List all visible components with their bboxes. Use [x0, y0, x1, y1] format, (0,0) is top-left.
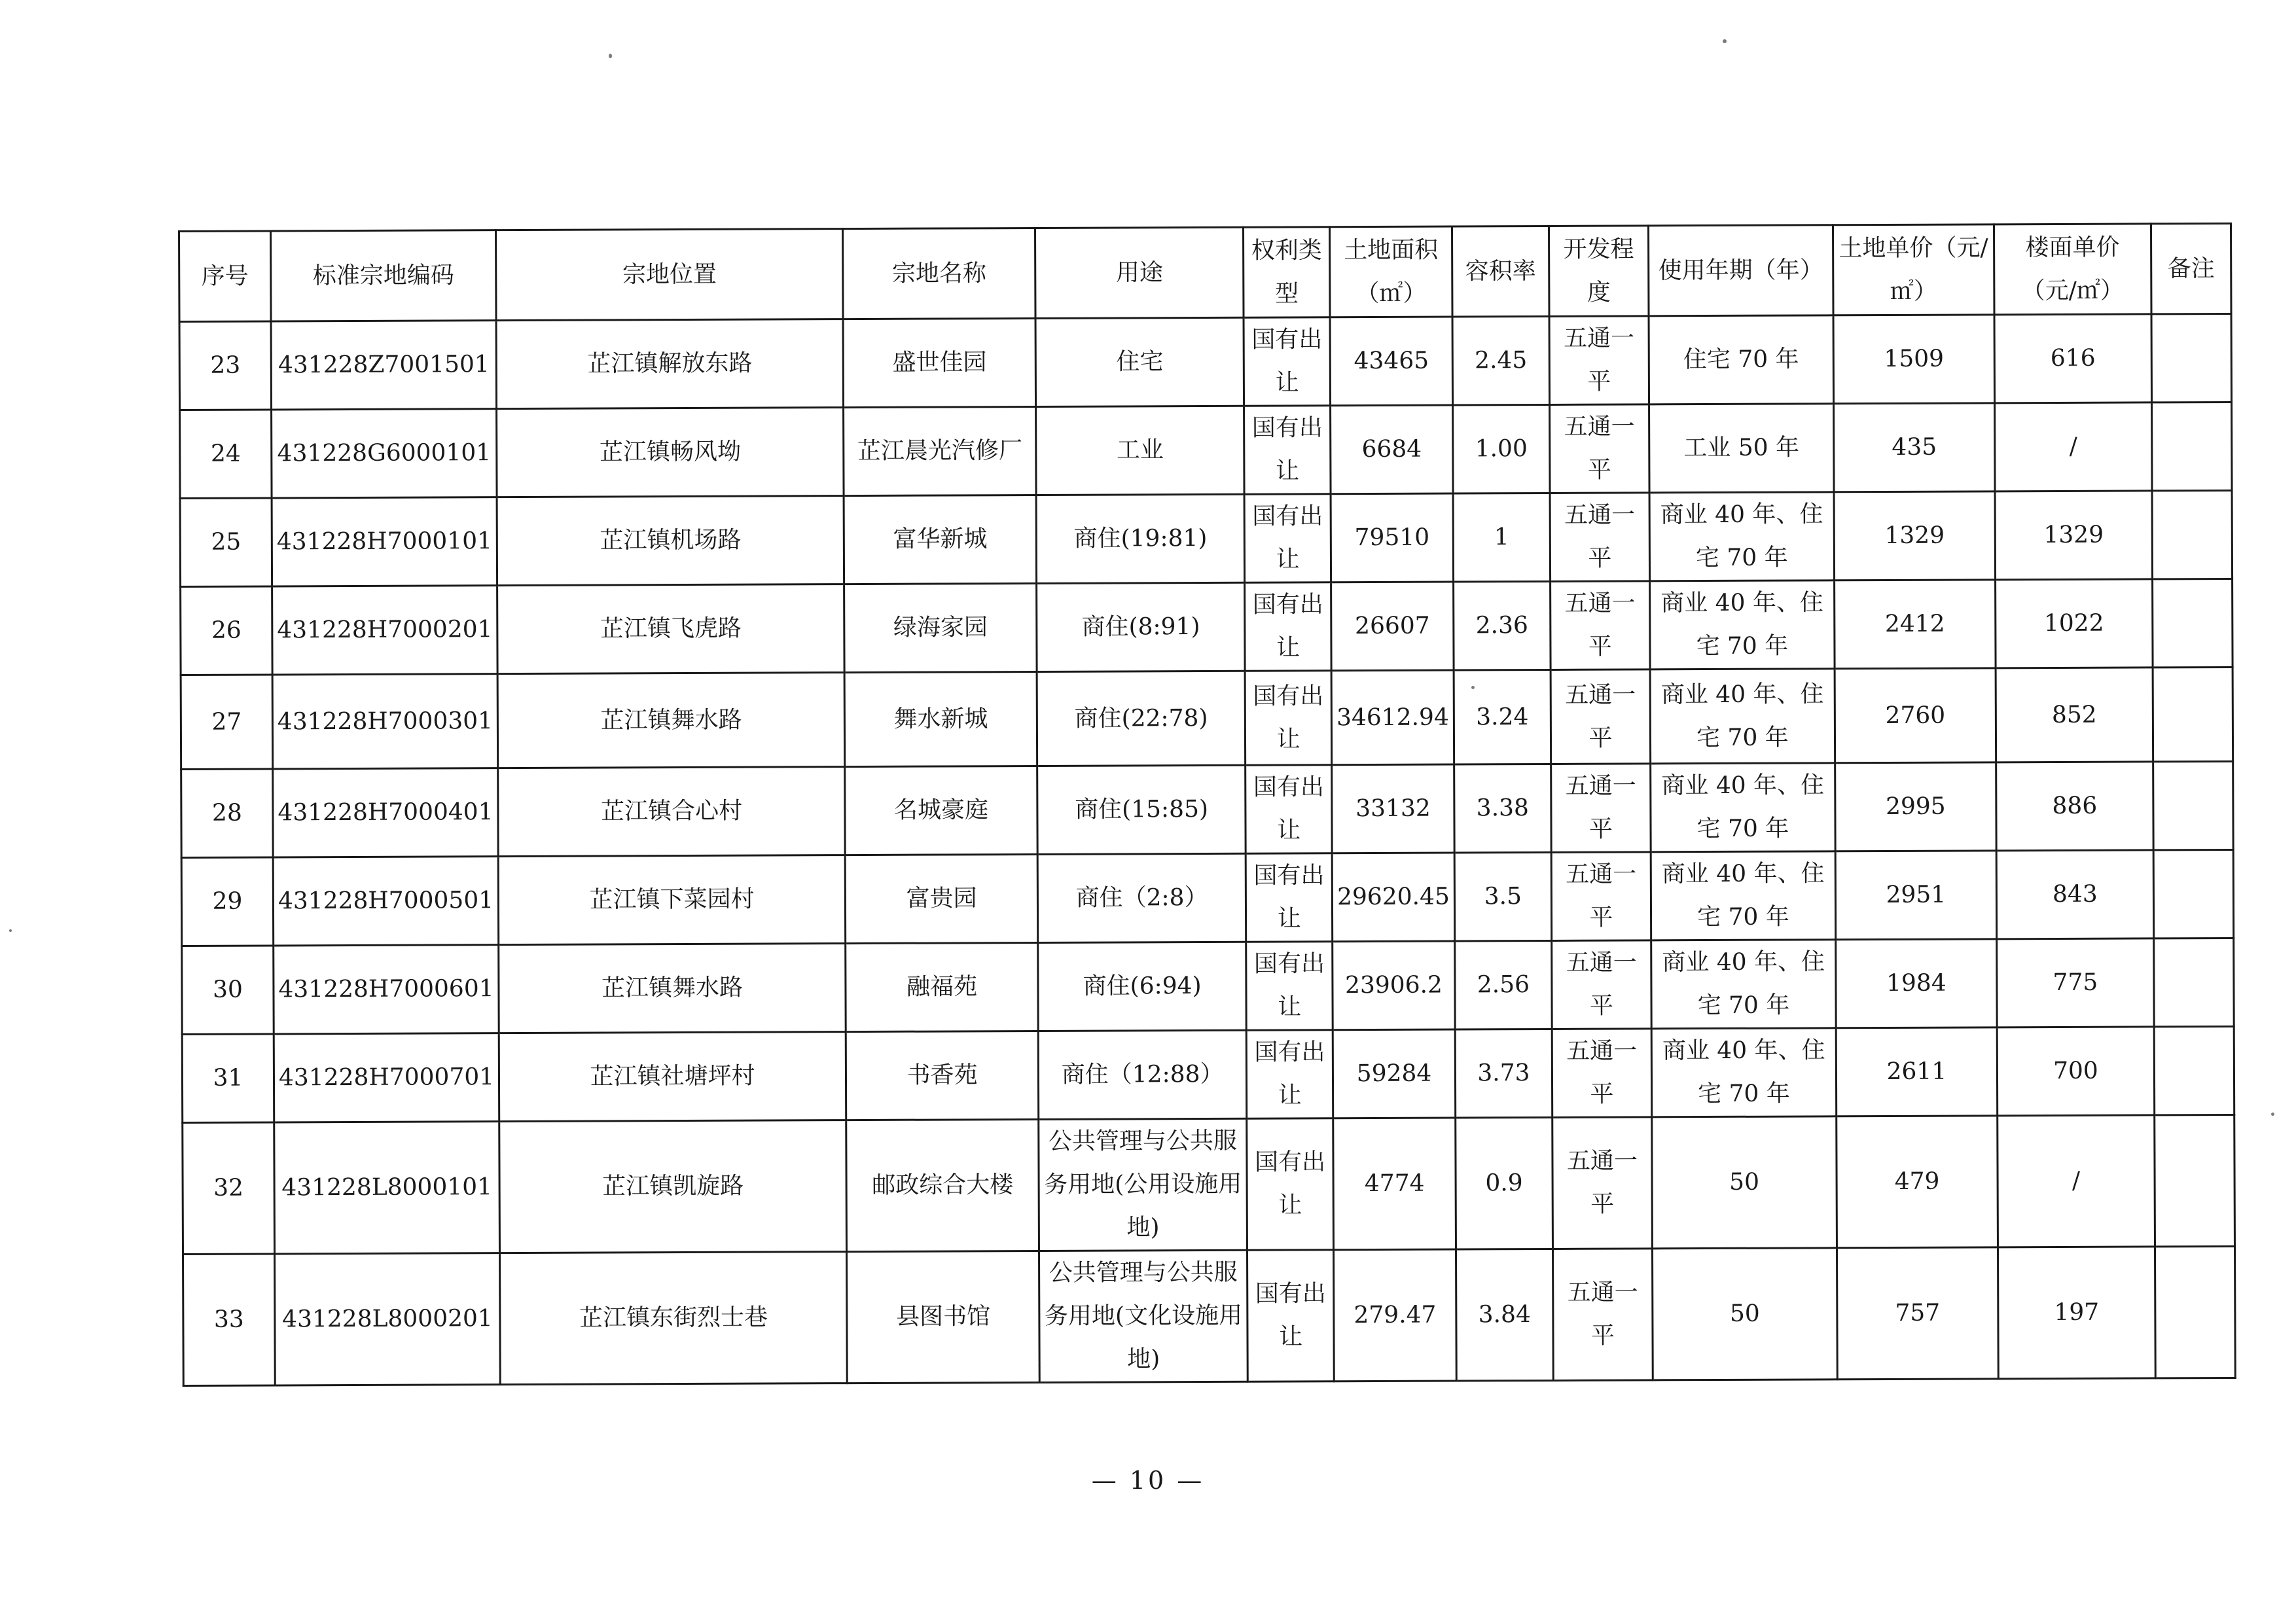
- table-cell: 431228G6000101: [272, 409, 497, 498]
- table-cell: 50: [1652, 1248, 1837, 1380]
- column-header: 标准宗地编码: [271, 230, 497, 321]
- table-cell: 绿海家园: [844, 583, 1037, 672]
- table-cell: 34612.94: [1331, 670, 1454, 765]
- scan-speck: [2271, 1113, 2274, 1116]
- table-cell: 芷江镇舞水路: [497, 673, 845, 768]
- table-cell: 五通一平: [1549, 404, 1649, 493]
- table-cell: 国有出让: [1246, 942, 1333, 1031]
- table-row: [181, 849, 2233, 946]
- column-header: 宗地位置: [496, 229, 844, 321]
- table-cell: 书香苑: [846, 1031, 1039, 1120]
- table-cell: 商住(19:81): [1036, 494, 1245, 583]
- column-header: 宗地名称: [843, 228, 1036, 319]
- table-cell: 商业 40 年、住宅 70 年: [1651, 940, 1837, 1029]
- table-cell: 芷江镇下菜园村: [498, 855, 846, 945]
- table-cell: [2151, 402, 2232, 490]
- table-cell: 31: [182, 1034, 274, 1123]
- table-cell: 1.00: [1452, 404, 1550, 493]
- table-cell: 富华新城: [844, 495, 1037, 584]
- table-cell: 国有出让: [1247, 1118, 1334, 1251]
- table-cell: [2155, 1115, 2235, 1246]
- scan-speck: [1471, 686, 1475, 689]
- table-cell: 商业 40 年、住宅 70 年: [1649, 492, 1835, 581]
- table-cell: 3.24: [1454, 669, 1551, 764]
- table-cell: 700: [1997, 1027, 2155, 1116]
- table-cell: 197: [1998, 1247, 2155, 1379]
- page-number: — 10 —: [1091, 1466, 1205, 1495]
- table-cell: 五通一平: [1550, 493, 1650, 582]
- table-cell: 2412: [1835, 580, 1996, 669]
- column-header: 容积率: [1452, 226, 1549, 317]
- table-cell: 商业 40 年、住宅 70 年: [1651, 1028, 1837, 1117]
- table-cell: [2154, 1026, 2234, 1115]
- table-cell: 芷江晨光汽修厂: [844, 406, 1037, 495]
- table-cell: 国有出让: [1244, 406, 1331, 495]
- table-cell: 芷江镇凯旋路: [499, 1120, 847, 1253]
- table-row: [179, 313, 2231, 410]
- table-cell: 芷江镇解放东路: [496, 319, 844, 409]
- table-cell: 33: [183, 1254, 276, 1386]
- table-cell: 芷江镇合心村: [498, 767, 846, 857]
- table-cell: 79510: [1331, 493, 1453, 582]
- column-header: 楼面单价（元/㎡）: [1994, 224, 2151, 315]
- table-cell: 3.38: [1454, 764, 1552, 853]
- table-cell: 名城豪庭: [845, 766, 1038, 855]
- table-cell: 盛世佳园: [843, 318, 1036, 407]
- table-cell: 843: [1996, 850, 2154, 939]
- table-cell: 1984: [1836, 939, 1998, 1028]
- scan-speck: [609, 54, 612, 58]
- table-cell: 6684: [1331, 405, 1453, 494]
- table-row: [180, 402, 2232, 498]
- table-cell: [2154, 938, 2234, 1026]
- table-cell: 431228H7000101: [272, 497, 497, 586]
- table-cell: 2995: [1835, 762, 1997, 851]
- table-cell: 431228L8000201: [275, 1253, 501, 1385]
- table-cell: 五通一平: [1552, 1029, 1652, 1118]
- column-header: 序号: [179, 231, 272, 322]
- table-cell: 279.47: [1334, 1249, 1457, 1382]
- table-cell: [2155, 1246, 2235, 1378]
- table-cell: 芷江镇舞水路: [499, 944, 846, 1033]
- column-header: 使用年期（年）: [1648, 225, 1833, 316]
- table-cell: 2951: [1835, 851, 1997, 940]
- table-cell: 30: [182, 946, 274, 1035]
- table-cell: 1509: [1833, 315, 1995, 404]
- column-header: 权利类型: [1244, 227, 1331, 318]
- table-row: [181, 667, 2233, 769]
- table-cell: 公共管理与公共服务用地(公用设施用地): [1039, 1118, 1247, 1251]
- table-cell: 商住(8:91): [1037, 582, 1246, 671]
- table-cell: [2153, 667, 2233, 761]
- table-cell: 4774: [1333, 1118, 1456, 1250]
- table-cell: 邮政综合大楼: [846, 1119, 1039, 1251]
- table-cell: 五通一平: [1552, 940, 1652, 1029]
- table-cell: 五通一平: [1551, 669, 1651, 764]
- table-row: [181, 579, 2233, 675]
- table-cell: 431228H7000401: [273, 768, 499, 857]
- table-cell: 0.9: [1456, 1117, 1553, 1249]
- table-cell: 431228H7000601: [274, 945, 499, 1034]
- table-cell: 商业 40 年、住宅 70 年: [1650, 669, 1835, 764]
- table-row: [183, 1115, 2235, 1254]
- table-cell: 国有出让: [1247, 1250, 1335, 1382]
- table-cell: 2.36: [1454, 581, 1551, 670]
- table-cell: 50: [1652, 1116, 1837, 1249]
- table-cell: 商住(15:85): [1037, 765, 1246, 854]
- table-cell: 431228H7000201: [272, 586, 498, 675]
- table-cell: 757: [1837, 1247, 1998, 1380]
- table-cell: 芷江镇东街烈士巷: [500, 1252, 848, 1385]
- table-cell: 工业 50 年: [1649, 404, 1834, 493]
- table-cell: [2153, 579, 2233, 667]
- table-row: [182, 938, 2234, 1034]
- table-cell: 国有出让: [1245, 671, 1332, 766]
- table-cell: 住宅: [1035, 317, 1244, 406]
- table-cell: 25: [180, 498, 272, 587]
- table-cell: 县图书馆: [847, 1251, 1040, 1383]
- table-row: [181, 761, 2233, 857]
- table-cell: 商住(22:78): [1037, 671, 1246, 766]
- table-cell: 33132: [1332, 764, 1454, 853]
- table-cell: 886: [1996, 762, 2154, 851]
- table-cell: 商住（2:8）: [1037, 853, 1246, 942]
- table-cell: 五通一平: [1552, 1117, 1653, 1249]
- table-cell: 29620.45: [1332, 853, 1454, 942]
- column-header: 备注: [2151, 223, 2231, 313]
- table-cell: 2.45: [1452, 316, 1550, 405]
- table-cell: [2153, 761, 2234, 849]
- table-cell: 富贵园: [845, 854, 1038, 943]
- scan-speck: [9, 929, 12, 932]
- table-cell: 芷江镇机场路: [497, 496, 844, 586]
- table-cell: 五通一平: [1551, 852, 1651, 941]
- table-cell: [2152, 490, 2233, 579]
- table-cell: [2151, 313, 2232, 402]
- table-cell: /: [1994, 402, 2152, 491]
- table-cell: 工业: [1036, 406, 1245, 495]
- table-row: [180, 490, 2232, 586]
- header-row: [179, 223, 2231, 321]
- table-cell: 3.84: [1456, 1249, 1553, 1381]
- table-cell: 27: [181, 675, 273, 770]
- table-cell: 住宅 70 年: [1649, 315, 1834, 404]
- table-cell: 五通一平: [1551, 581, 1651, 670]
- table-body: [179, 313, 2235, 1385]
- table-cell: 43465: [1330, 317, 1452, 406]
- table-cell: 芷江镇社塘坪村: [499, 1032, 846, 1122]
- table-cell: 431228H7000301: [272, 674, 498, 769]
- table-cell: 23906.2: [1333, 941, 1455, 1030]
- table-cell: 32: [183, 1122, 275, 1255]
- table-cell: 26607: [1331, 582, 1454, 671]
- column-header: 用途: [1035, 227, 1244, 318]
- table-cell: 431228Z7001501: [271, 321, 497, 410]
- table-cell: 852: [1996, 668, 2153, 762]
- table-cell: 28: [181, 769, 274, 858]
- table-cell: 舞水新城: [844, 671, 1037, 766]
- table-cell: 3.5: [1454, 852, 1552, 941]
- table-cell: 五通一平: [1551, 764, 1651, 853]
- table-cell: 商业 40 年、住宅 70 年: [1650, 580, 1835, 669]
- table-cell: 融福苑: [846, 942, 1039, 1031]
- table-cell: 芷江镇畅风坳: [497, 408, 844, 497]
- table-cell: 2611: [1836, 1027, 1998, 1116]
- table-cell: 五通一平: [1549, 316, 1649, 405]
- table-cell: 2.56: [1455, 940, 1552, 1029]
- table-cell: 431228H7000501: [273, 857, 499, 946]
- table-cell: 431228L8000101: [274, 1122, 500, 1254]
- table-cell: /: [1998, 1115, 2155, 1247]
- table-cell: 商业 40 年、住宅 70 年: [1651, 763, 1836, 852]
- table-cell: 2760: [1835, 668, 1996, 763]
- table-cell: 国有出让: [1244, 494, 1331, 583]
- table-cell: 1329: [1834, 491, 1996, 580]
- table-cell: 435: [1833, 403, 1995, 492]
- table-cell: 431228H7000701: [274, 1033, 499, 1122]
- table-cell: 五通一平: [1552, 1249, 1653, 1381]
- table-cell: 3.73: [1455, 1029, 1552, 1118]
- scan-speck: [1723, 39, 1727, 43]
- table-header: [179, 223, 2231, 321]
- land-price-table: [178, 223, 2236, 1387]
- table-cell: 775: [1997, 938, 2155, 1027]
- table-cell: 26: [181, 586, 273, 675]
- table-cell: 国有出让: [1246, 1030, 1333, 1119]
- table-row: [183, 1246, 2236, 1385]
- table-cell: 59284: [1333, 1029, 1455, 1118]
- column-header: 土地面积（㎡）: [1330, 226, 1452, 317]
- table-cell: 芷江镇飞虎路: [497, 584, 845, 674]
- table-cell: 29: [181, 857, 274, 946]
- table-cell: 商住（12:88）: [1038, 1030, 1247, 1119]
- table-cell: 23: [179, 321, 272, 410]
- table-row: [182, 1026, 2234, 1122]
- column-header: 开发程度: [1549, 226, 1649, 317]
- table-cell: 国有出让: [1244, 317, 1331, 406]
- table-cell: [2153, 849, 2234, 938]
- table-cell: 24: [180, 410, 272, 499]
- column-header: 土地单价（元/㎡）: [1833, 224, 1994, 315]
- table-cell: 616: [1994, 314, 2152, 403]
- table-cell: 商住(6:94): [1038, 942, 1247, 1031]
- table-cell: 国有出让: [1246, 765, 1333, 854]
- table-cell: 国有出让: [1245, 582, 1332, 671]
- table-cell: 国有出让: [1246, 853, 1333, 942]
- table-cell: 公共管理与公共服务用地(文化设施用地): [1039, 1250, 1248, 1382]
- table-cell: 1022: [1996, 579, 2153, 668]
- table-cell: 商业 40 年、住宅 70 年: [1651, 851, 1836, 940]
- table-cell: 479: [1837, 1116, 1998, 1248]
- table-cell: 1329: [1995, 491, 2153, 580]
- table-cell: 1: [1453, 493, 1551, 582]
